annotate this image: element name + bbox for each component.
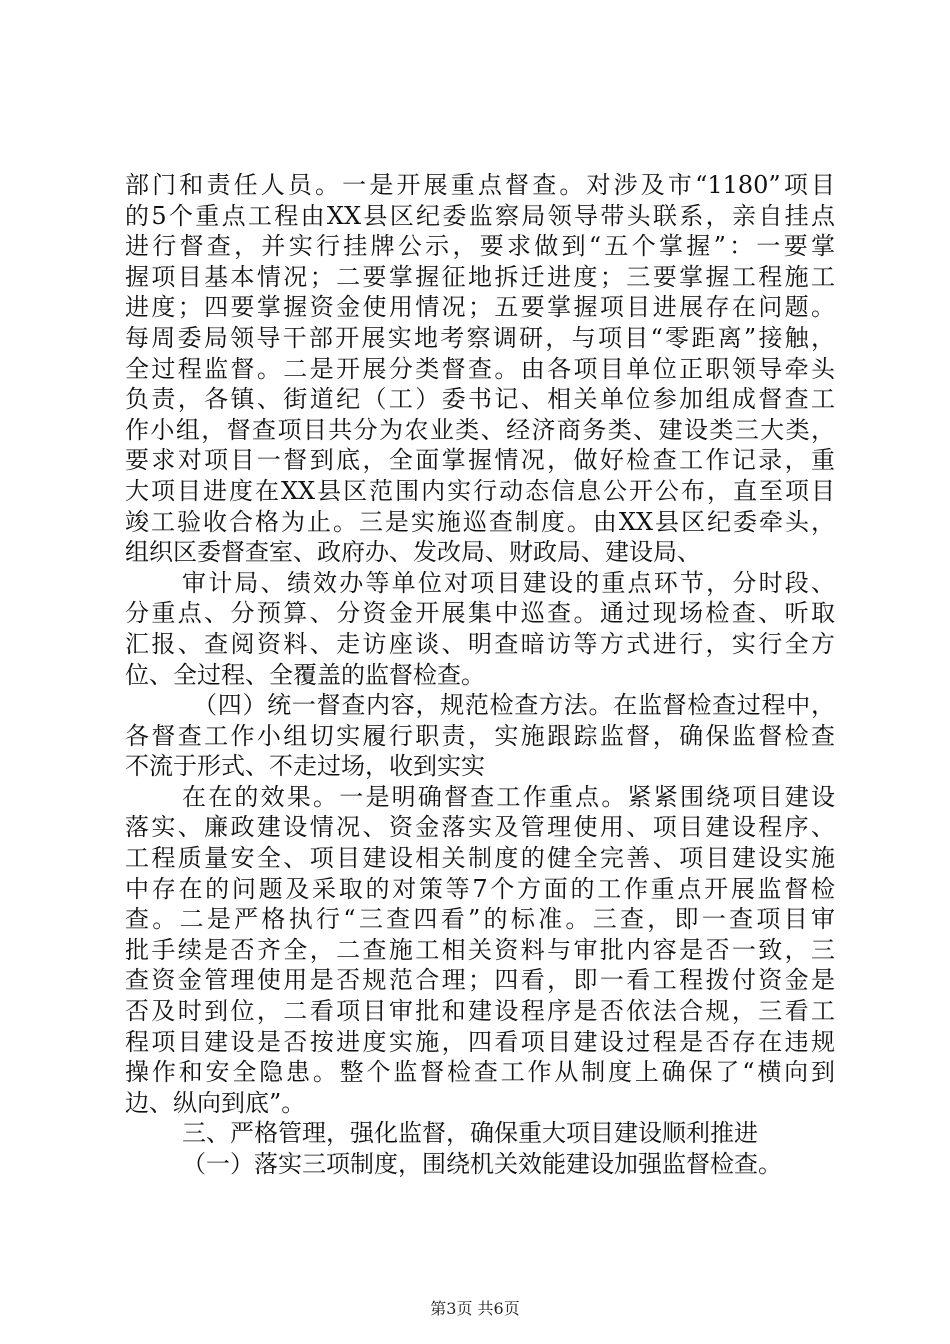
text-line: 查资金管理使用是否规范合理；四看，即一看工程拨付资金是 (125, 966, 835, 995)
body-text (125, 170, 835, 1180)
text-line: 作小组，督查项目共分为农业类、经济商务类、建设类三大类， (125, 415, 835, 444)
text-line: 部门和责任人员。一是开展重点督查。对涉及市“1180”项目 (125, 171, 835, 199)
text-line: 分重点、分预算、分资金开展集中巡查。通过现场检查、听取 (125, 599, 835, 628)
text-line: 每周委局领导干部开展实地考察调研，与项目“零距离”接触， (125, 323, 835, 352)
page-footer: 第3页 共6页 (430, 1299, 520, 1318)
text-line: 审计局、绩效办等单位对项目建设的重点环节，分时段、 (182, 568, 835, 597)
text-line: 进度；四要掌握资金使用情况；五要掌握项目进展存在问题。 (125, 293, 835, 322)
text-line: 竣工验收合格为止。三是实施巡查制度。由XX县区纪委牵头， (125, 507, 835, 536)
text-line: 边、纵向到底”。 (125, 1088, 306, 1117)
text-line: 在在的效果。一是明确督查工作重点。紧紧围绕项目建设 (182, 782, 835, 811)
text-line: 落实、廉政建设情况、资金落实及管理使用、项目建设程序、 (125, 813, 835, 842)
text-line: 工程质量安全、项目建设相关制度的健全完善、项目建设实施 (125, 844, 835, 873)
text-line: 各督查工作小组切实履行职责，实施跟踪监督，确保监督检查 (125, 721, 835, 750)
text-line: （四）统一督查内容，规范检查方法。在监督检查过程中， (193, 691, 835, 720)
section-heading: 三、严格管理，强化监督，确保重大项目建设顺利推进 (182, 1119, 758, 1148)
text-line: 批手续是否齐全，二查施工相关资料与审批内容是否一致，三 (125, 935, 835, 964)
subsection-heading: （一）落实三项制度，围绕机关效能建设加强监督检查。 (182, 1150, 782, 1178)
text-line: 操作和安全隐患。整个监督检查工作从制度上确保了“横向到 (125, 1058, 835, 1087)
text-line: 要求对项目一督到底，全面掌握情况，做好检查工作记录，重 (125, 446, 835, 475)
text-line: 大项目进度在XX县区范围内实行动态信息公开公布，直至项目 (125, 476, 835, 505)
text-line: 汇报、查阅资料、走访座谈、明查暗访等方式进行，实行全方 (125, 629, 835, 658)
text-line: 不流于形式、不走过场，收到实实 (125, 752, 485, 781)
text-line: 进行督查，并实行挂牌公示，要求做到“五个掌握”：一要掌 (125, 232, 835, 261)
text-line: 查。二是严格执行“三查四看”的标准。三查，即一查项目审 (125, 905, 835, 934)
text-line: 程项目建设是否按进度实施，四看项目建设过程是否存在违规 (125, 1027, 835, 1056)
text-line: 组织区委督查室、政府办、发改局、财政局、建设局、 (125, 538, 701, 567)
text-line: 全过程监督。二是开展分类督查。由各项目单位正职领导牵头 (125, 354, 835, 383)
text-line: 否及时到位，二看项目审批和建设程序是否依法合规，三看工 (125, 997, 835, 1026)
text-line: 中存在的问题及采取的对策等7个方面的工作重点开展监督检 (125, 874, 835, 903)
text-line: 负责，各镇、街道纪（工）委书记、相关单位参加组成督查工 (125, 385, 835, 414)
text-line: 位、全过程、全覆盖的监督检查。 (125, 660, 485, 689)
text-line: 握项目基本情况；二要掌握征地拆迁进度；三要掌握工程施工 (125, 262, 835, 291)
text-line: 的5个重点工程由XX县区纪委监察局领导带头联系，亲自挂点 (125, 201, 835, 230)
